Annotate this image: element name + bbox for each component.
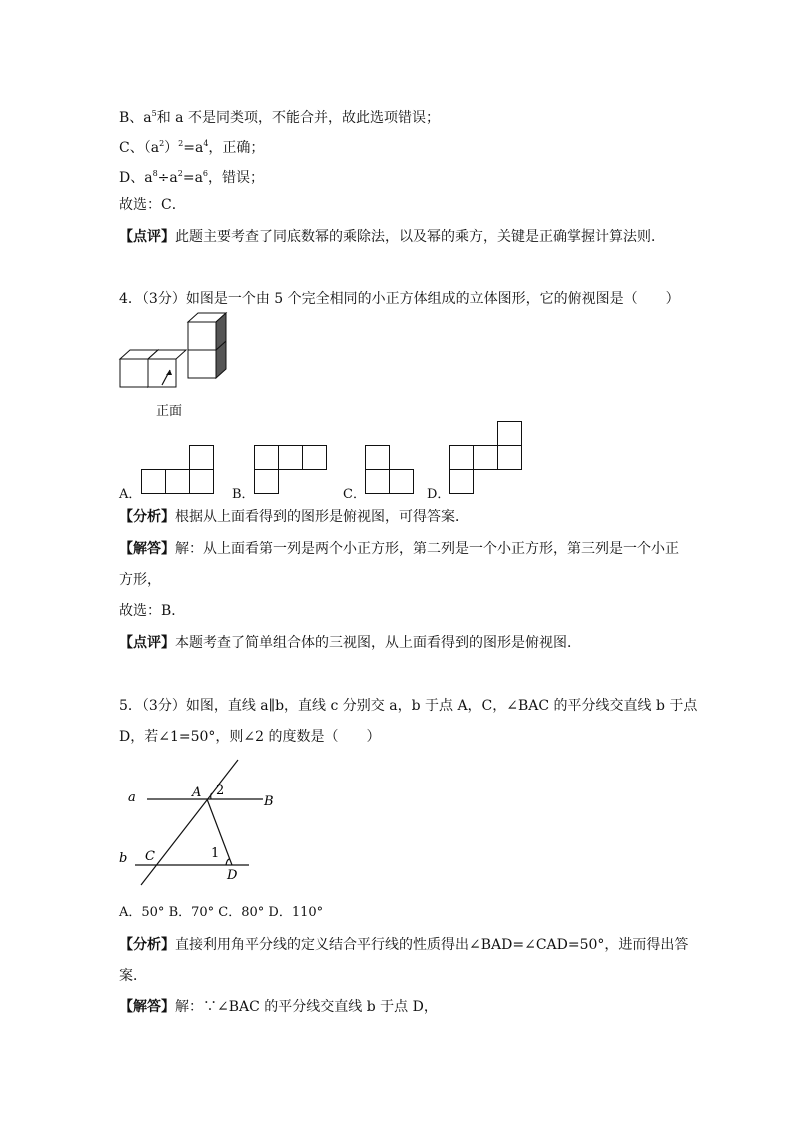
q3-option-d-explanation: D、$a^8\div a^2=a^6$，错误；: [119, 169, 265, 186]
q3-review: 【点评】此题主要考查了同底数幂的乘除法，以及幂的乘方，关键是正确掌握计算法则．: [119, 229, 665, 245]
q4-option-b-figure: [254, 444, 327, 494]
q4-analysis: 【分析】根据从上面看得到的图形是俯视图，可得答案．: [119, 509, 469, 525]
q4-stem: 4．（3分）如图是一个由 5 个完全相同的小正方体组成的立体图形，它的俯视图是（ ）: [119, 291, 680, 307]
q4-option-a-figure: [141, 444, 214, 494]
label-angle-2: 2: [216, 783, 225, 798]
label-angle-1: 1: [211, 846, 220, 861]
q4-cube-figure: [118, 312, 233, 387]
q5-analysis-line-1: 【分析】直接利用角平分线的定义结合平行线的性质得出∠BAD=∠CAD=50°，进而得出答: [119, 937, 689, 953]
q5-choices: A．50° B．70° C．80° D．110°: [119, 905, 324, 920]
q4-option-b-label: B．: [232, 487, 255, 502]
q4-option-d-label: D．: [427, 487, 451, 502]
q4-option-c-figure: [365, 444, 415, 494]
label-line-a: a: [128, 790, 136, 805]
q5-solution: 【解答】解：∵∠BAC 的平分线交直线 b 于点 D，: [119, 999, 438, 1015]
q4-answer: 故选：B．: [119, 603, 186, 619]
q4-option-a-label: A．: [119, 487, 142, 502]
q5-stem-line-2: D，若∠1=50°，则∠2 的度数是（ ）: [119, 729, 381, 745]
q3-option-c-explanation: C、$(a^2)^2=a^4$，正确；: [119, 139, 265, 156]
label-line-b: b: [119, 851, 128, 866]
label-point-c: C: [145, 849, 155, 864]
q3-answer: 故选：C．: [119, 197, 186, 213]
q5-geometry-figure: [115, 758, 285, 888]
q3-option-b-explanation: B、$a^5$和 a 不是同类项，不能合并，故此选项错误；: [119, 109, 440, 126]
q4-solution-line-1: 【解答】解：从上面看第一列是两个小正方形，第二列是一个小正方形，第三列是一个小正: [119, 541, 679, 557]
q5-stem-line-1: 5．（3分）如图，直线 a∥b，直线 c 分别交 a，b 于点 A，C，∠BAC 的平分线交直线 b 于点: [119, 698, 698, 714]
label-point-a: A: [192, 785, 202, 800]
label-point-d: D: [227, 868, 238, 883]
q5-analysis-line-2: 案．: [119, 968, 147, 984]
q4-review: 【点评】本题考查了简单组合体的三视图，从上面看得到的图形是俯视图．: [119, 635, 581, 651]
label-point-b: B: [264, 794, 274, 809]
front-label: 正面: [156, 404, 183, 419]
q4-option-d-figure: [449, 420, 522, 494]
q4-solution-line-2: 方形，: [119, 572, 161, 588]
q4-option-c-label: C．: [343, 487, 366, 502]
